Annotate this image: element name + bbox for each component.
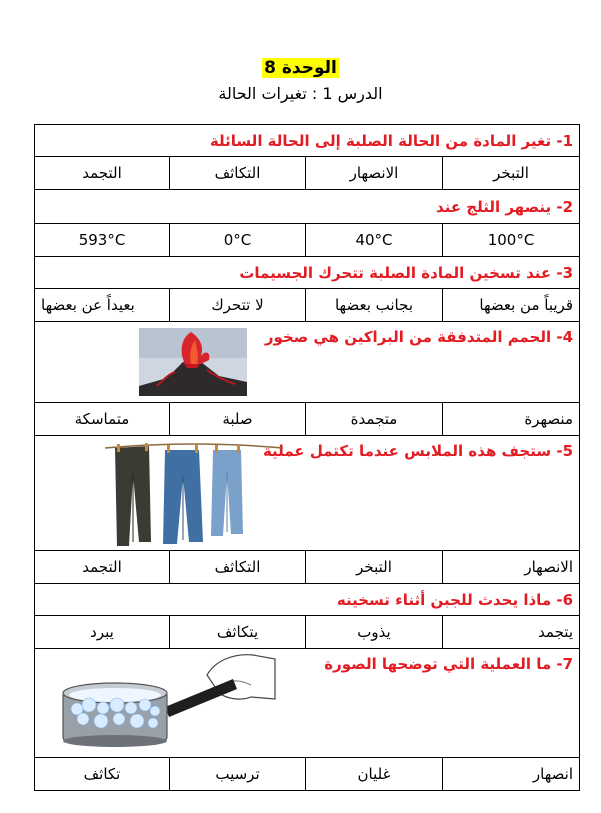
q4-option-a[interactable]: منصهرة (443, 403, 580, 436)
q1-option-d[interactable]: التجمد (35, 157, 170, 190)
question-7-cell (35, 649, 580, 758)
volcano-image (139, 328, 247, 396)
q2-option-b[interactable]: 40°C (306, 224, 443, 257)
boiling-pot-image (57, 653, 277, 753)
q4-option-b[interactable]: متجمدة (306, 403, 443, 436)
q6-option-c[interactable]: يتكاثف (170, 616, 306, 649)
question-6: 6- ماذا يحدث للجبن أثناء تسخينه (35, 584, 580, 616)
question-4-cell (35, 322, 580, 403)
q5-option-a[interactable]: الانصهار (443, 551, 580, 584)
options-row-6 (35, 616, 580, 649)
q3-option-c[interactable]: لا تتحرك (170, 289, 306, 322)
options-row-4 (35, 403, 580, 436)
q7-option-b[interactable]: غليان (306, 758, 443, 791)
q6-option-a[interactable]: يتجمد (443, 616, 580, 649)
options-row-1 (35, 157, 580, 190)
options-row-2 (35, 224, 580, 257)
q6-option-d[interactable]: يبرد (35, 616, 170, 649)
q3-option-a[interactable]: قريباً من بعضها (443, 289, 580, 322)
worksheet-table (34, 124, 580, 791)
q4-option-c[interactable]: صلبة (170, 403, 306, 436)
q2-option-c[interactable]: 0°C (170, 224, 306, 257)
q3-option-b[interactable]: بجانب بعضها (306, 289, 443, 322)
options-row-5 (35, 551, 580, 584)
q2-option-d[interactable]: 593°C (35, 224, 170, 257)
question-3: 3- عند تسخين المادة الصلبة تتحرك الجسيمات (35, 257, 580, 289)
q7-option-d[interactable]: تكاثف (35, 758, 170, 791)
question-2: 2- ينصهر الثلج عند (35, 190, 580, 224)
unit-label: الوحدة 8 (264, 58, 337, 78)
question-7: 7- ما العملية التي توضحها الصورة (324, 655, 573, 673)
q6-option-b[interactable]: يذوب (306, 616, 443, 649)
q2-option-a[interactable]: 100°C (443, 224, 580, 257)
q3-option-d[interactable]: بعيداً عن بعضها (35, 289, 170, 322)
options-row-7 (35, 758, 580, 791)
question-4: 4- الحمم المتدفقة من البراكين هي صخور (264, 328, 573, 346)
options-row-3 (35, 289, 580, 322)
q1-option-b[interactable]: الانصهار (306, 157, 443, 190)
question-1: 1- تغير المادة من الحالة الصلبة إلى الحالة السائلة (35, 125, 580, 157)
q5-option-d[interactable]: التجمد (35, 551, 170, 584)
q5-option-c[interactable]: التكاثف (170, 551, 306, 584)
q5-option-b[interactable]: التبخر (306, 551, 443, 584)
question-5: 5- ستجف هذه الملابس عندما تكتمل عملية (262, 442, 573, 460)
q4-option-d[interactable]: متماسكة (35, 403, 170, 436)
question-5-cell (35, 436, 580, 551)
q7-option-a[interactable]: انصهار (443, 758, 580, 791)
unit-title (0, 58, 601, 78)
q7-option-c[interactable]: ترسيب (170, 758, 306, 791)
q1-option-c[interactable]: التكاثف (170, 157, 306, 190)
lesson-title: الدرس 1 : تغيرات الحالة (218, 84, 383, 103)
q1-option-a[interactable]: التبخر (443, 157, 580, 190)
clothesline-jeans-image (105, 442, 283, 548)
